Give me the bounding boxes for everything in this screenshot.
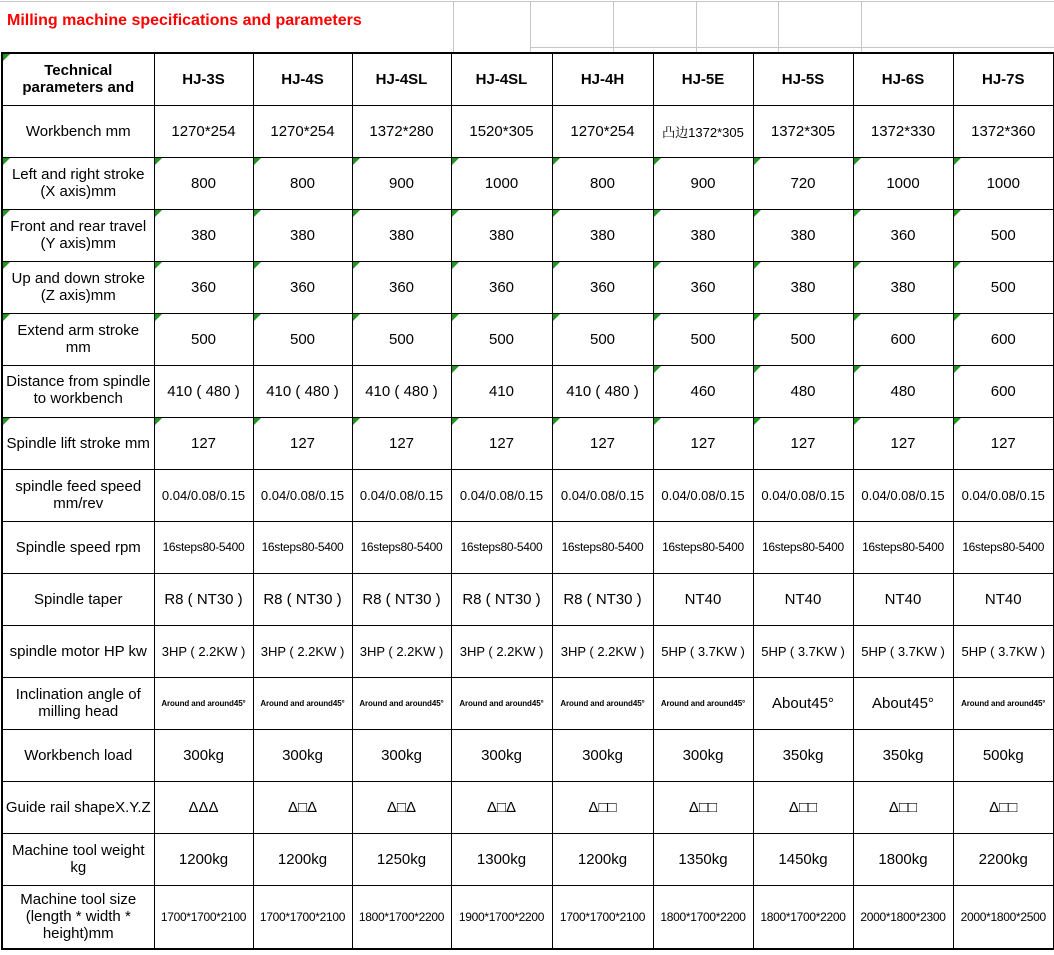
row-label: Machine tool size (length * width * height)mm (2, 885, 154, 949)
row-label: Up and down stroke (Z axis)mm (2, 261, 154, 313)
spec-cell: 0.04/0.08/0.15 (753, 469, 853, 521)
spec-cell: 1200kg (552, 833, 653, 885)
table-row (2, 677, 1054, 729)
green-corner-flag-icon (754, 262, 761, 269)
spec-cell: 0.04/0.08/0.15 (154, 469, 253, 521)
green-corner-flag-icon (254, 314, 261, 321)
column-header-model: HJ-6S (853, 53, 953, 105)
spec-cell: 1900*1700*2200 (451, 885, 552, 949)
spec-cell: 480 (853, 365, 953, 417)
spec-cell: About45° (753, 677, 853, 729)
green-corner-flag-icon (155, 262, 162, 269)
gridline (861, 2, 862, 52)
green-corner-flag-icon (353, 314, 360, 321)
spec-cell: Δ□Δ (253, 781, 352, 833)
spec-cell: 1450kg (753, 833, 853, 885)
spec-cell: 380 (154, 209, 253, 261)
spec-cell: 500 (451, 313, 552, 365)
green-corner-flag-icon (3, 262, 10, 269)
spec-cell: 127 (451, 417, 552, 469)
spec-cell: 800 (154, 157, 253, 209)
row-label: Workbench load (2, 729, 154, 781)
spec-cell: 0.04/0.08/0.15 (451, 469, 552, 521)
spec-cell: 127 (253, 417, 352, 469)
spec-cell: 0.04/0.08/0.15 (552, 469, 653, 521)
spec-cell: 900 (352, 157, 451, 209)
column-header-model: HJ-5S (753, 53, 853, 105)
green-corner-flag-icon (3, 418, 10, 425)
gridline (530, 47, 1054, 48)
spec-cell: R8 ( NT30 ) (154, 573, 253, 625)
spec-cell: 0.04/0.08/0.15 (253, 469, 352, 521)
spec-cell: 300kg (253, 729, 352, 781)
spec-cell: 1270*254 (253, 105, 352, 157)
spec-cell: 500kg (953, 729, 1054, 781)
row-label: Machine tool weight kg (2, 833, 154, 885)
green-corner-flag-icon (854, 210, 861, 217)
spec-cell: 1200kg (154, 833, 253, 885)
spec-cell: 380 (653, 209, 753, 261)
green-corner-flag-icon (553, 210, 560, 217)
green-corner-flag-icon (854, 366, 861, 373)
spec-cell: 3HP ( 2.2KW ) (352, 625, 451, 677)
gridline (453, 2, 454, 52)
gridline (696, 2, 697, 52)
spec-cell: 720 (753, 157, 853, 209)
table-row (2, 157, 1054, 209)
green-corner-flag-icon (654, 158, 661, 165)
spec-cell: Around and around45° (451, 677, 552, 729)
spec-cell: 1350kg (653, 833, 753, 885)
spec-cell: 1270*254 (552, 105, 653, 157)
green-corner-flag-icon (954, 366, 961, 373)
spec-cell: 1800*1700*2200 (753, 885, 853, 949)
spec-cell: R8 ( NT30 ) (253, 573, 352, 625)
green-corner-flag-icon (553, 314, 560, 321)
spec-cell: 1250kg (352, 833, 451, 885)
spec-cell: 410 ( 480 ) (253, 365, 352, 417)
green-corner-flag-icon (954, 314, 961, 321)
spec-cell: ΔΔΔ (154, 781, 253, 833)
spec-cell: 380 (753, 209, 853, 261)
green-corner-flag-icon (254, 158, 261, 165)
row-label: Inclination angle of milling head (2, 677, 154, 729)
spec-cell: 500 (552, 313, 653, 365)
row-label: Spindle lift stroke mm (2, 417, 154, 469)
green-corner-flag-icon (954, 210, 961, 217)
table-row (2, 625, 1054, 677)
row-label: Front and rear travel (Y axis)mm (2, 209, 154, 261)
row-label: Extend arm stroke mm (2, 313, 154, 365)
spec-cell: 1700*1700*2100 (253, 885, 352, 949)
spec-cell: 3HP ( 2.2KW ) (552, 625, 653, 677)
spec-cell: 3HP ( 2.2KW ) (451, 625, 552, 677)
spec-cell: Δ□□ (552, 781, 653, 833)
spec-cell: 5HP ( 3.7KW ) (953, 625, 1054, 677)
spec-cell: 5HP ( 3.7KW ) (853, 625, 953, 677)
row-label-text: Distance from spindle to workbench (6, 372, 151, 407)
spec-cell: 0.04/0.08/0.15 (953, 469, 1054, 521)
spec-cell: Around and around45° (352, 677, 451, 729)
green-corner-flag-icon (854, 314, 861, 321)
green-corner-flag-icon (353, 262, 360, 269)
spec-cell: 1000 (853, 157, 953, 209)
spec-cell: 410 (451, 365, 552, 417)
spec-cell: 600 (853, 313, 953, 365)
spec-cell: 300kg (653, 729, 753, 781)
green-corner-flag-icon (452, 210, 459, 217)
spec-cell: 127 (853, 417, 953, 469)
spec-cell: 0.04/0.08/0.15 (653, 469, 753, 521)
spec-cell: 1000 (451, 157, 552, 209)
row-label: spindle feed speed mm/rev (2, 469, 154, 521)
gridline (0, 1, 1054, 2)
spec-cell: Δ□□ (853, 781, 953, 833)
table-row (2, 209, 1054, 261)
spec-cell: Around and around45° (953, 677, 1054, 729)
spec-cell: Around and around45° (253, 677, 352, 729)
spec-cell: 900 (653, 157, 753, 209)
green-corner-flag-icon (353, 158, 360, 165)
green-corner-flag-icon (654, 366, 661, 373)
spec-cell: Δ□□ (653, 781, 753, 833)
green-corner-flag-icon (553, 262, 560, 269)
spec-cell: NT40 (953, 573, 1054, 625)
spec-cell: 360 (154, 261, 253, 313)
green-corner-flag-icon (155, 418, 162, 425)
table-row (2, 365, 1054, 417)
green-corner-flag-icon (654, 262, 661, 269)
spec-cell: 127 (154, 417, 253, 469)
green-corner-flag-icon (854, 418, 861, 425)
spec-cell: 500 (253, 313, 352, 365)
spec-cell: 500 (753, 313, 853, 365)
green-corner-flag-icon (452, 418, 459, 425)
spec-cell: 1520*305 (451, 105, 552, 157)
green-corner-flag-icon (155, 314, 162, 321)
table-header-row (2, 53, 1054, 105)
spec-cell: R8 ( NT30 ) (451, 573, 552, 625)
spec-cell: 1270*254 (154, 105, 253, 157)
spec-cell: 360 (853, 209, 953, 261)
column-header-model: HJ-4H (552, 53, 653, 105)
spec-cell: Δ□Δ (352, 781, 451, 833)
spec-cell: 500 (154, 313, 253, 365)
green-corner-flag-icon (3, 314, 10, 321)
spec-cell: 16steps80-5400 (451, 521, 552, 573)
spec-cell: 410 ( 480 ) (352, 365, 451, 417)
green-corner-flag-icon (353, 418, 360, 425)
table-row (2, 781, 1054, 833)
row-label: Left and right stroke (X axis)mm (2, 157, 154, 209)
spec-cell: 360 (653, 261, 753, 313)
spec-cell: 380 (552, 209, 653, 261)
spec-cell: 380 (753, 261, 853, 313)
gridline (530, 2, 531, 52)
spec-cell: 600 (953, 313, 1054, 365)
spec-cell: 350kg (853, 729, 953, 781)
spec-cell: Δ□□ (953, 781, 1054, 833)
row-label: Spindle speed rpm (2, 521, 154, 573)
column-header-model: HJ-5E (653, 53, 753, 105)
spec-cell: NT40 (653, 573, 753, 625)
green-corner-flag-icon (553, 158, 560, 165)
row-label: spindle motor HP kw (2, 625, 154, 677)
column-header-model: HJ-4SL (451, 53, 552, 105)
spec-cell: 1700*1700*2100 (552, 885, 653, 949)
green-corner-flag-icon (353, 210, 360, 217)
spec-cell: 300kg (352, 729, 451, 781)
green-corner-flag-icon (654, 418, 661, 425)
spec-cell: 16steps80-5400 (154, 521, 253, 573)
spec-cell: 500 (352, 313, 451, 365)
green-corner-flag-icon (754, 366, 761, 373)
green-corner-flag-icon (452, 314, 459, 321)
spec-cell: 16steps80-5400 (753, 521, 853, 573)
spec-cell: 2200kg (953, 833, 1054, 885)
green-corner-flag-icon (452, 262, 459, 269)
green-corner-flag-icon (754, 158, 761, 165)
spec-cell: 127 (753, 417, 853, 469)
green-corner-flag-icon (3, 158, 10, 165)
spec-cell: 1800*1700*2200 (653, 885, 753, 949)
green-corner-flag-icon (954, 262, 961, 269)
gridline (613, 2, 614, 52)
spec-cell: 2000*1800*2500 (953, 885, 1054, 949)
spec-cell: 800 (552, 157, 653, 209)
spec-cell: 460 (653, 365, 753, 417)
spec-cell: 300kg (154, 729, 253, 781)
spec-cell: 360 (552, 261, 653, 313)
spec-cell: Around and around45° (154, 677, 253, 729)
green-corner-flag-icon (254, 262, 261, 269)
table-row (2, 417, 1054, 469)
spec-cell: About45° (853, 677, 953, 729)
spec-cell: 16steps80-5400 (853, 521, 953, 573)
spec-cell: 1000 (953, 157, 1054, 209)
column-header-model: HJ-4SL (352, 53, 451, 105)
spec-cell: 410 ( 480 ) (552, 365, 653, 417)
spec-cell: 127 (653, 417, 753, 469)
spec-cell: NT40 (753, 573, 853, 625)
green-corner-flag-icon (254, 210, 261, 217)
spec-cell: 410 ( 480 ) (154, 365, 253, 417)
spec-cell: 1372*360 (953, 105, 1054, 157)
spec-cell: 1800kg (853, 833, 953, 885)
spec-cell: Δ□Δ (451, 781, 552, 833)
green-corner-flag-icon (3, 210, 10, 217)
spec-cell: 600 (953, 365, 1054, 417)
corner-header: Technical parameters and (2, 53, 154, 105)
table-row (2, 573, 1054, 625)
spec-cell: 16steps80-5400 (352, 521, 451, 573)
spec-cell: 1372*305 (753, 105, 853, 157)
spec-cell: 127 (953, 417, 1054, 469)
spec-cell: 500 (953, 261, 1054, 313)
spec-cell: 360 (352, 261, 451, 313)
spec-cell: Around and around45° (552, 677, 653, 729)
green-corner-flag-icon (452, 158, 459, 165)
spec-cell: 0.04/0.08/0.15 (352, 469, 451, 521)
column-header-model: HJ-4S (253, 53, 352, 105)
table-row (2, 729, 1054, 781)
spec-cell: 凸边1372*305 (653, 105, 753, 157)
spec-cell: 1372*280 (352, 105, 451, 157)
spec-cell: 16steps80-5400 (552, 521, 653, 573)
spec-cell: 1372*330 (853, 105, 953, 157)
table-row (2, 261, 1054, 313)
green-corner-flag-icon (3, 54, 10, 61)
table-row (2, 521, 1054, 573)
spec-cell: 2000*1800*2300 (853, 885, 953, 949)
spec-cell: 16steps80-5400 (253, 521, 352, 573)
table-row (2, 469, 1054, 521)
spec-cell: 380 (253, 209, 352, 261)
table-row (2, 885, 1054, 949)
green-corner-flag-icon (754, 210, 761, 217)
green-corner-flag-icon (654, 314, 661, 321)
gridline (778, 2, 779, 52)
spec-cell: 380 (352, 209, 451, 261)
spec-cell: Δ□□ (753, 781, 853, 833)
spec-cell: 127 (352, 417, 451, 469)
green-corner-flag-icon (854, 158, 861, 165)
spec-cell: 380 (451, 209, 552, 261)
spec-cell: NT40 (853, 573, 953, 625)
spec-cell: 360 (253, 261, 352, 313)
spec-cell: Around and around45° (653, 677, 753, 729)
green-corner-flag-icon (452, 366, 459, 373)
spec-cell: 480 (753, 365, 853, 417)
green-corner-flag-icon (954, 418, 961, 425)
spec-cell: 800 (253, 157, 352, 209)
spec-cell: 350kg (753, 729, 853, 781)
spec-cell: 500 (653, 313, 753, 365)
spec-cell: R8 ( NT30 ) (552, 573, 653, 625)
spec-cell: 3HP ( 2.2KW ) (253, 625, 352, 677)
green-corner-flag-icon (954, 158, 961, 165)
table-row (2, 833, 1054, 885)
spec-cell: 3HP ( 2.2KW ) (154, 625, 253, 677)
spec-cell: 16steps80-5400 (953, 521, 1054, 573)
spec-table (1, 52, 1054, 950)
green-corner-flag-icon (155, 158, 162, 165)
spec-cell: 1700*1700*2100 (154, 885, 253, 949)
spec-cell: 360 (451, 261, 552, 313)
spec-cell: R8 ( NT30 ) (352, 573, 451, 625)
spec-cell: 1800*1700*2200 (352, 885, 451, 949)
sheet-title: Milling machine specifications and parameters (7, 12, 362, 29)
spec-cell: 500 (953, 209, 1054, 261)
spec-cell: 5HP ( 3.7KW ) (653, 625, 753, 677)
table-row (2, 313, 1054, 365)
green-corner-flag-icon (155, 210, 162, 217)
column-header-model: HJ-3S (154, 53, 253, 105)
green-corner-flag-icon (754, 314, 761, 321)
spec-cell: 300kg (451, 729, 552, 781)
row-label (2, 365, 154, 417)
row-label: Spindle taper (2, 573, 154, 625)
row-label: Workbench mm (2, 105, 154, 157)
green-corner-flag-icon (854, 262, 861, 269)
row-label: Guide rail shapeX.Y.Z (2, 781, 154, 833)
spec-cell: 300kg (552, 729, 653, 781)
green-corner-flag-icon (654, 210, 661, 217)
spec-cell: 16steps80-5400 (653, 521, 753, 573)
spec-cell: 127 (552, 417, 653, 469)
green-corner-flag-icon (254, 418, 261, 425)
spec-cell: 0.04/0.08/0.15 (853, 469, 953, 521)
spec-cell: 1300kg (451, 833, 552, 885)
green-corner-flag-icon (553, 418, 560, 425)
spec-cell: 380 (853, 261, 953, 313)
spec-cell: 5HP ( 3.7KW ) (753, 625, 853, 677)
green-corner-flag-icon (754, 418, 761, 425)
column-header-model: HJ-7S (953, 53, 1054, 105)
spec-cell: 1200kg (253, 833, 352, 885)
table-row (2, 105, 1054, 157)
